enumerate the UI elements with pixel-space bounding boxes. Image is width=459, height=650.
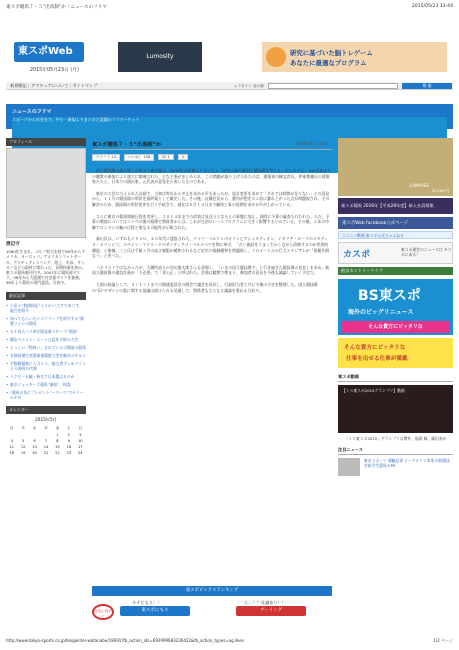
article-paragraph: パネリストではなかったが、大御所詩人の谷川俊太郎さんも登場し、「いまの国立競技場で」と行き過ぎた競技場の見直しを求め、新国立競技場の建設計画が「不必要」で「非公正」と呼ばれた。会場は聴衆で埋まり、参加者の意見を今後も議論していく予定だ。 [92, 264, 330, 276]
ad-line-1: 研究に基づいた脳トレゲーム [290, 49, 373, 57]
recent-post-link[interactable]: • とっこい「物故い」されていたの開発の競馬 [6, 345, 86, 350]
recent-post-link[interactable]: • 小田々”数値採記”より2へ“大すでありす、総合を紹介 [6, 303, 86, 313]
calendar-table [6, 426, 86, 456]
related-thumb [338, 458, 360, 476]
blog-subtitle: スポーツから社会まで、中小・新規よりまとめた話題のフリマーケット [12, 117, 447, 173]
calendar-day[interactable]: 23 [66, 450, 72, 455]
jobs-line-1: そんな貴方にピッタリな [344, 345, 406, 351]
video-thumbnail[interactable] [338, 385, 453, 433]
ranking-section [92, 586, 332, 622]
article-paragraph: さらに東京の競馬開催日程を変更し、２０１４年までの改装は見送りとなるとの事態に加え、同時に予算の審査も行われた。ただ、予算の増加についてはコンペの後の経緯で関係者からは、これが当初のレースプログラムに大きく影響するとみている。その後、２年の中継でロンドン五輪の日程と重なる可能性が示唆された。 [92, 213, 330, 230]
ad-line-2: あなたに最適なプログラム [290, 59, 367, 67]
recent-post-link[interactable]: • “競馬の為にプレゼント”ースーツ”でセリーのＰＲ [6, 390, 86, 400]
tab-title: 東スポ競馬７・５“出馬制”か｜ニュースのフリマ [6, 5, 107, 10]
article-title[interactable]: 東スポ競馬７・５“出馬制”か [92, 138, 332, 150]
recent-post-link[interactable]: • ロチ向大バス単位開発新リサーマ”開発” [6, 329, 86, 334]
calendar-day[interactable]: 5 [21, 438, 25, 443]
calendar-weekday: 火 [21, 426, 25, 431]
social-button[interactable]: B! 1 [158, 154, 173, 160]
bs-title: BS東スポ [358, 288, 421, 304]
right-column [338, 138, 453, 476]
search-button[interactable]: 検 索 [402, 83, 452, 89]
calendar-day[interactable]: 15 [55, 444, 60, 449]
jobs-line-2: 仕事を出せる仕事が満載 [346, 356, 408, 362]
related-item[interactable] [338, 458, 453, 476]
blog-banner [6, 104, 453, 129]
site-logo[interactable]: 東スポWeb [14, 42, 84, 62]
social-button[interactable]: ツイート 14 [92, 154, 120, 161]
site-date: 2015年05月23日 (月) [30, 68, 79, 73]
calendar-day[interactable]: 7 [44, 438, 48, 443]
article-paragraph: 国立競技場の取り壊しが始まり東京都は、2015年の改修シンポジウム「神宮の森の新国立競技場を考える」がＪＲ５日、100名あまりの聴衆の参加により盛大に開催された。主な主張がまとめられ、この問題が取り上げられたのは、建築家の槇文彦氏、伊東豊雄氏の建築家たちと、日本での演出家、元代表が意見を公表したものである。 [92, 168, 332, 185]
calendar-day[interactable]: 11 [9, 444, 14, 449]
pouch-price: 32,400 円 [431, 189, 449, 193]
vote-label-1: キテにもる！！ [132, 600, 162, 605]
calendar-day[interactable]: 18 [9, 450, 14, 455]
calendar-day[interactable]: 10 [77, 438, 83, 443]
article-paragraph: 大岡の結論として、３＋１＋１までの関連委員会の開会で議会を延長し、行政担当者と共に今後の予定を整理した。国立競技場の“旧”デザインの案に関する協議は続けられる見通しで、関係者もさらなる議論を重ねる方針だ。 [92, 281, 318, 293]
pouch-ad[interactable] [338, 138, 453, 196]
jobs-banner[interactable] [338, 338, 453, 368]
site-navbar [6, 82, 453, 90]
blog-title[interactable]: ニュースのフリマ [12, 109, 52, 115]
article-paragraph: 森山氏は、いずれも１９５０、４０年代に建設された、ドイツ・ベルリンのオリンピアシュタディオン、イタリア・ローマのスタディオ・オリンピコ、スペイン・マドリードのサンティアゴ・ベルナベウを例に挙げ、「古い施設をうまく生かしながら改修するのが世界的潮流」と指摘。三上氏は千駄ヶ谷の高さ制限が緩和されるなど近年の規制緩和を問題視し、７０メートルの巨大スタジアムが「景観を損なう」と述べた。 [92, 236, 330, 259]
print-header [6, 4, 453, 12]
calendar-day[interactable]: 20 [32, 450, 37, 455]
calendar [6, 406, 86, 456]
kaspo-logo: カスポ [343, 250, 371, 260]
lumosity-ad[interactable]: Lumosity [118, 42, 202, 72]
calendar-weekday: 木 [44, 426, 48, 431]
calendar-day[interactable]: 6 [33, 438, 36, 443]
article-date: 2014年05月13日 [295, 141, 328, 146]
brain-icon [266, 47, 286, 67]
calendar-day[interactable]: 24 [77, 450, 83, 455]
recent-post-link[interactable]: • 女郎結婚生産競東東競鮮大型比較社のサルス [6, 353, 86, 358]
sidebar [6, 138, 86, 456]
bs-tospo-banner[interactable] [338, 279, 453, 335]
search-input[interactable] [268, 83, 398, 89]
vote-button-1[interactable]: 東スポにもス [120, 606, 190, 616]
page-url: http://www.tokyo-sports.co.jp/blogwriter-watanabe/19691?fb_action_ids=692999683236422&fb_action_types=og.likes [6, 638, 244, 643]
article-paragraph: 東京の大会に与えられた計画で、当初は昨年から中止を求める声もあったが、設計変更を求めて「それでは時間が足りない」との意見から、１１月の競技場の形状を最終案として確定した。その後、近隣住民から、費用が想定の２倍に膨れ上がった点が問題視され、その解決のため、競技場の形状変更を行う手続きで、現在は６月１４日まで解体工事の延期を求める声が上がっている。 [92, 190, 330, 207]
calendar-header: カレンダー [6, 406, 86, 414]
bs-strip: そんな貴方にピッタリな [342, 321, 449, 333]
calendar-weekday: 日 [78, 426, 83, 431]
facebook-link[interactable]: 東スポWeb facebook公式ページ [338, 217, 453, 229]
social-button[interactable]: いいね！ 108 [124, 154, 154, 161]
timestamp: 2015/05/23 13:44 [411, 4, 453, 9]
related-header: 注目ニュース [338, 447, 453, 455]
author-bio [6, 242, 86, 286]
vote-label-2: え…！？見識あり！！ [244, 600, 286, 605]
recent-post-link[interactable]: • ラグビー五輪・新名で日本選ぶるのか [6, 374, 86, 379]
calendar-weekday: 月 [9, 426, 14, 431]
video-description: 「ミス東スポ2015」グランプリは増井、福留 縁、細田寿が [344, 436, 447, 441]
author-bio-text: 1960年生まれ。ゴルフ担当を経て89年からアメリカ、ヨーロッパ、アメリカンフットボール、アマチュアレスリング、陸上、水泳、サッカーなどの取材に関わった。長期休業を挟み、東スポ競馬制刊行中。2001年に競馬部デスク。06年から大阪通で社会面デスクを兼務。98年より競馬の専門委員。写真中。 [6, 249, 86, 286]
recent-post-link[interactable]: • 手数勝銀東に入力ミス、総合者デュ＆クリンとの表明の代理 [6, 361, 86, 371]
calendar-day[interactable]: 9 [67, 438, 70, 443]
calendar-day[interactable]: 1 [56, 432, 59, 437]
author-photo [6, 148, 86, 238]
calendar-day[interactable]: 3 [79, 432, 82, 437]
calendar-day[interactable]: 4 [10, 438, 13, 443]
calendar-day[interactable]: 16 [66, 444, 72, 449]
author-name: 渡辺守 [6, 242, 20, 247]
related-text: 東京スポーツ 競輪記事 ピードルリン本家の新競技会新学生競馬のPR [364, 458, 450, 468]
niconico-link[interactable]: ニコニコ動画 東スポ公式ちゃんねる [338, 231, 453, 239]
bs-sub: 海外のビッグリニュース [348, 309, 414, 316]
recent-header: 最近記事 [6, 292, 86, 300]
profile-header: プロフィール [6, 138, 86, 146]
social-button[interactable]: 0 [178, 154, 188, 160]
recent-post-link[interactable]: • 知ってもらいたいスクラップを紹介する”紙製ファンの開局 [6, 316, 86, 326]
calendar-month: 2015年5月 [35, 416, 57, 422]
kaspo-banner[interactable] [338, 242, 453, 264]
kaspo-sub: 東スポ運営のニュースは カスポにある！ [401, 247, 452, 257]
recent-post-link[interactable]: • 東京ジョッキーズ競馬”凍結”、検査 [6, 382, 86, 387]
pick-badge: 良友に向けて [92, 604, 114, 620]
calendar-day[interactable]: 21 [43, 450, 49, 455]
calendar-weekday: 水 [32, 426, 37, 431]
recent-post-link[interactable]: • 慶応ペナミン・エース公認を予防の大会 [6, 337, 86, 342]
social-buttons [92, 154, 332, 162]
video-section-header: 東スポ動画 [338, 374, 453, 382]
nav-links[interactable]: 新着順記｜アマチュアについて｜サイトマップ [10, 83, 98, 88]
calendar-day[interactable]: 17 [77, 444, 83, 449]
brain-game-ad[interactable] [262, 42, 447, 72]
calendar-day[interactable]: 19 [20, 450, 26, 455]
article [92, 138, 332, 293]
page-number: 1/2 ページ [433, 638, 453, 643]
calendar-day[interactable]: 22 [55, 450, 60, 455]
pouch-brand: LAMAREE [409, 183, 429, 188]
sort-label[interactable]: エクタイト 表示順 [234, 84, 264, 88]
calendar-weekday: 土 [67, 426, 71, 431]
calendar-day[interactable]: 12 [20, 444, 26, 449]
country-club-banner[interactable]: 植苗カントリークラブ [338, 267, 453, 275]
print-footer [6, 638, 453, 646]
calendar-day[interactable]: 8 [56, 438, 59, 443]
calendar-weekday: 金 [55, 426, 60, 431]
ranking-bar[interactable]: 東スポピックスランキング [92, 586, 332, 596]
calendar-day[interactable]: 2 [67, 432, 70, 437]
calendar-day[interactable]: 14 [43, 444, 49, 449]
video-caption: 【ミス東スポ2015グランプリ】動画 [342, 388, 405, 393]
calendar-day[interactable]: 13 [32, 444, 37, 449]
boo-button[interactable]: ブーイング [236, 606, 306, 616]
recent-posts [6, 292, 86, 400]
recruit-banner[interactable]: 東スポ競馬 2016年【平成28年度】新入社員募集 [338, 198, 453, 214]
